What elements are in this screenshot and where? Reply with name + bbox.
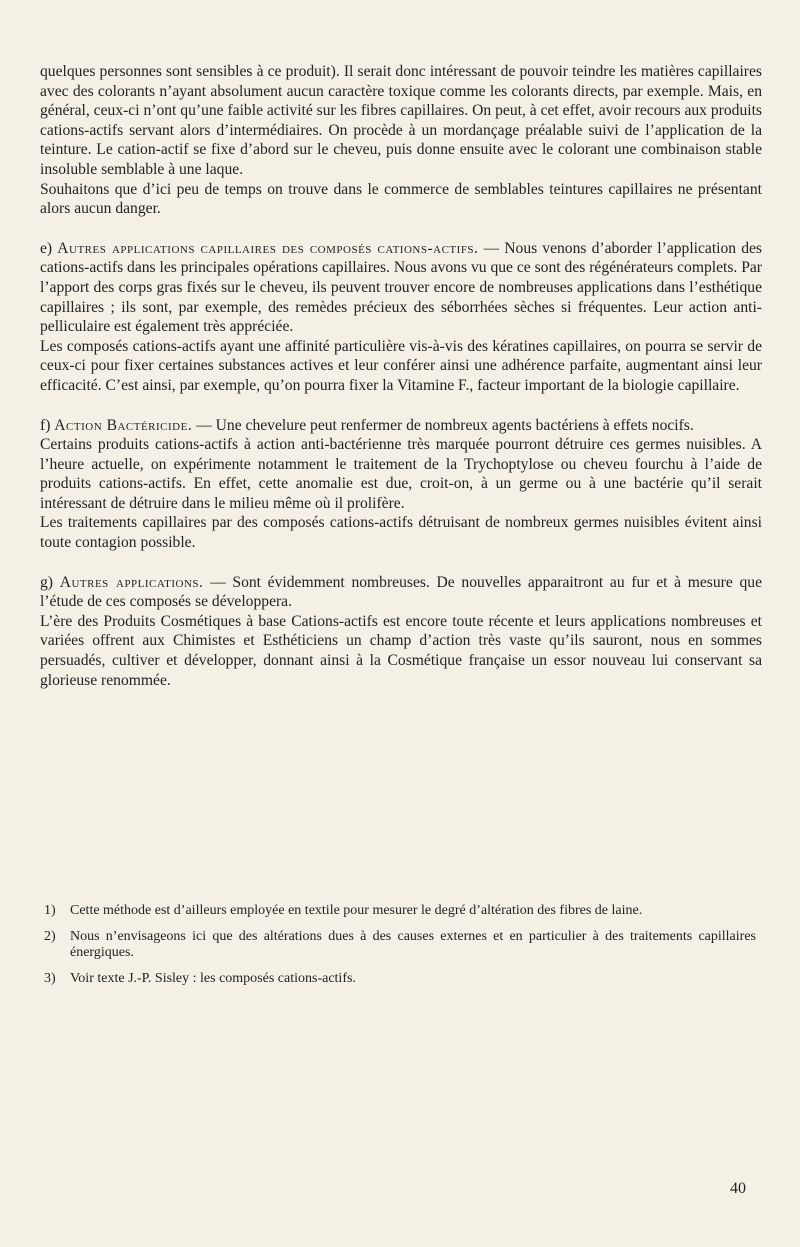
footnote-text: Voir texte J.-P. Sisley : les composés cations-actifs.: [70, 971, 356, 986]
section-g-title: Autres applications.: [59, 573, 204, 591]
footnote: [44, 971, 756, 987]
section-g-dash: —: [203, 573, 233, 591]
main-text: [40, 62, 762, 690]
section-f-label: f): [40, 416, 51, 434]
footnote-number: 2): [44, 929, 56, 944]
footnote-text: Nous n’envisageons ici que des altérations dues à des causes externes et en particulier à des traitements capillaires énergiques.: [70, 929, 756, 960]
paragraph: Certains produits cations-actifs à action anti-bactérienne très marquée pourront détruire ces germes nuisibles. A l’heure actuelle, on expérimente notamment le traitement de la Trychoptylose ou cheveu fourchu à l’aide de produits cations-actifs. En effet, cette anomalie est due, croit-on, à un germe ou à une bactérie qu’il serait intéressant de détruire dans le milieu même où il prolifère.: [40, 436, 762, 512]
section-e-title: Autres applications capillaires des composés cations-actifs.: [57, 239, 479, 257]
page-number: 40: [730, 1180, 746, 1197]
footnote-number: 1): [44, 903, 56, 918]
paragraph: Les composés cations-actifs ayant une affinité particulière vis-à-vis des kératines capillaires, on pourra se servir de ceux-ci pour fixer certaines substances actives et leur conférer ainsi une adhérence parfaite, augmentant ainsi leur efficacité. C’est ainsi, par exemple, qu’on pourra fixer la Vitamine F., facteur important de la biologie capillaire.: [40, 337, 762, 394]
paragraph: L’ère des Produits Cosmétiques à base Cations-actifs est encore toute récente et leurs applications nombreuses et variées offrent aux Chimistes et Esthéticiens un champ d’action très vaste qu’ils sauront, nous en sommes persuadés, cultiver et développer, donnant ainsi à la Cosmétique française un essor nouveau lui conservant sa glorieuse renommée.: [40, 612, 762, 689]
section-g: [40, 573, 762, 612]
footnotes: [44, 903, 756, 997]
section-e: [40, 239, 762, 337]
paragraph: Souhaitons que d’ici peu de temps on trouve dans le commerce de semblables teintures capillaires ne présentant alors aucun danger.: [40, 180, 762, 218]
footnote-text: Cette méthode est d’ailleurs employée en textile pour mesurer le degré d’altération des fibres de laine.: [70, 903, 643, 918]
paragraph: Les traitements capillaires par des composés cations-actifs détruisant de nombreux germes nuisibles évitent ainsi toute contagion possible.: [40, 514, 762, 552]
footnote-number: 3): [44, 971, 56, 986]
section-f: [40, 416, 762, 436]
footnote: [44, 929, 756, 961]
section-e-label: e): [40, 239, 53, 257]
section-e-text: Nous venons d’aborder l’application des cations-actifs dans les principales opérations capillaires. Nous avons vu que ce sont des régénérateurs complets. Par l’apport des corps gras fixés sur le cheveu, ils peuvent trouver encore de nombreuses applications dans l’esthétique capillaires ; ils sont, par exemple, des remèdes précieux des séborrhées sèches si fréquentes. Leur action anti-pelliculaire est également très appréciée.: [40, 239, 762, 336]
section-e-dash: —: [478, 239, 505, 257]
section-g-text: Sont évidemment nombreuses. De nouvelles apparaitront au fur et à mesure que l’étude de ces composés se développera.: [40, 573, 762, 611]
section-f-title: Action Bactéricide.: [54, 416, 193, 434]
section-f-text: Une chevelure peut renfermer de nombreux agents bactériens à effets nocifs.: [215, 416, 694, 434]
footnote: [44, 903, 756, 919]
section-f-dash: —: [192, 416, 216, 434]
section-g-label: g): [40, 573, 53, 591]
paragraph: quelques personnes sont sensibles à ce produit). Il serait donc intéressant de pouvoir teindre les matières capillaires avec des colorants n’ayant absolument aucun caractère toxique comme les colorants directs, par exemple. Mais, en général, ceux-ci n’ont qu’une faible activité sur les fibres capillaires. On peut, à cet effet, avoir recours aux produits cations-actifs servant alors d’intermédiaires. On procède à un mordançage préalable suivi de l’application de la teinture. Le cation-actif se fixe d’abord sur le cheveu, puis donne ensuite avec le colorant une combinaison stable insoluble semblable à une laque.: [40, 63, 762, 178]
